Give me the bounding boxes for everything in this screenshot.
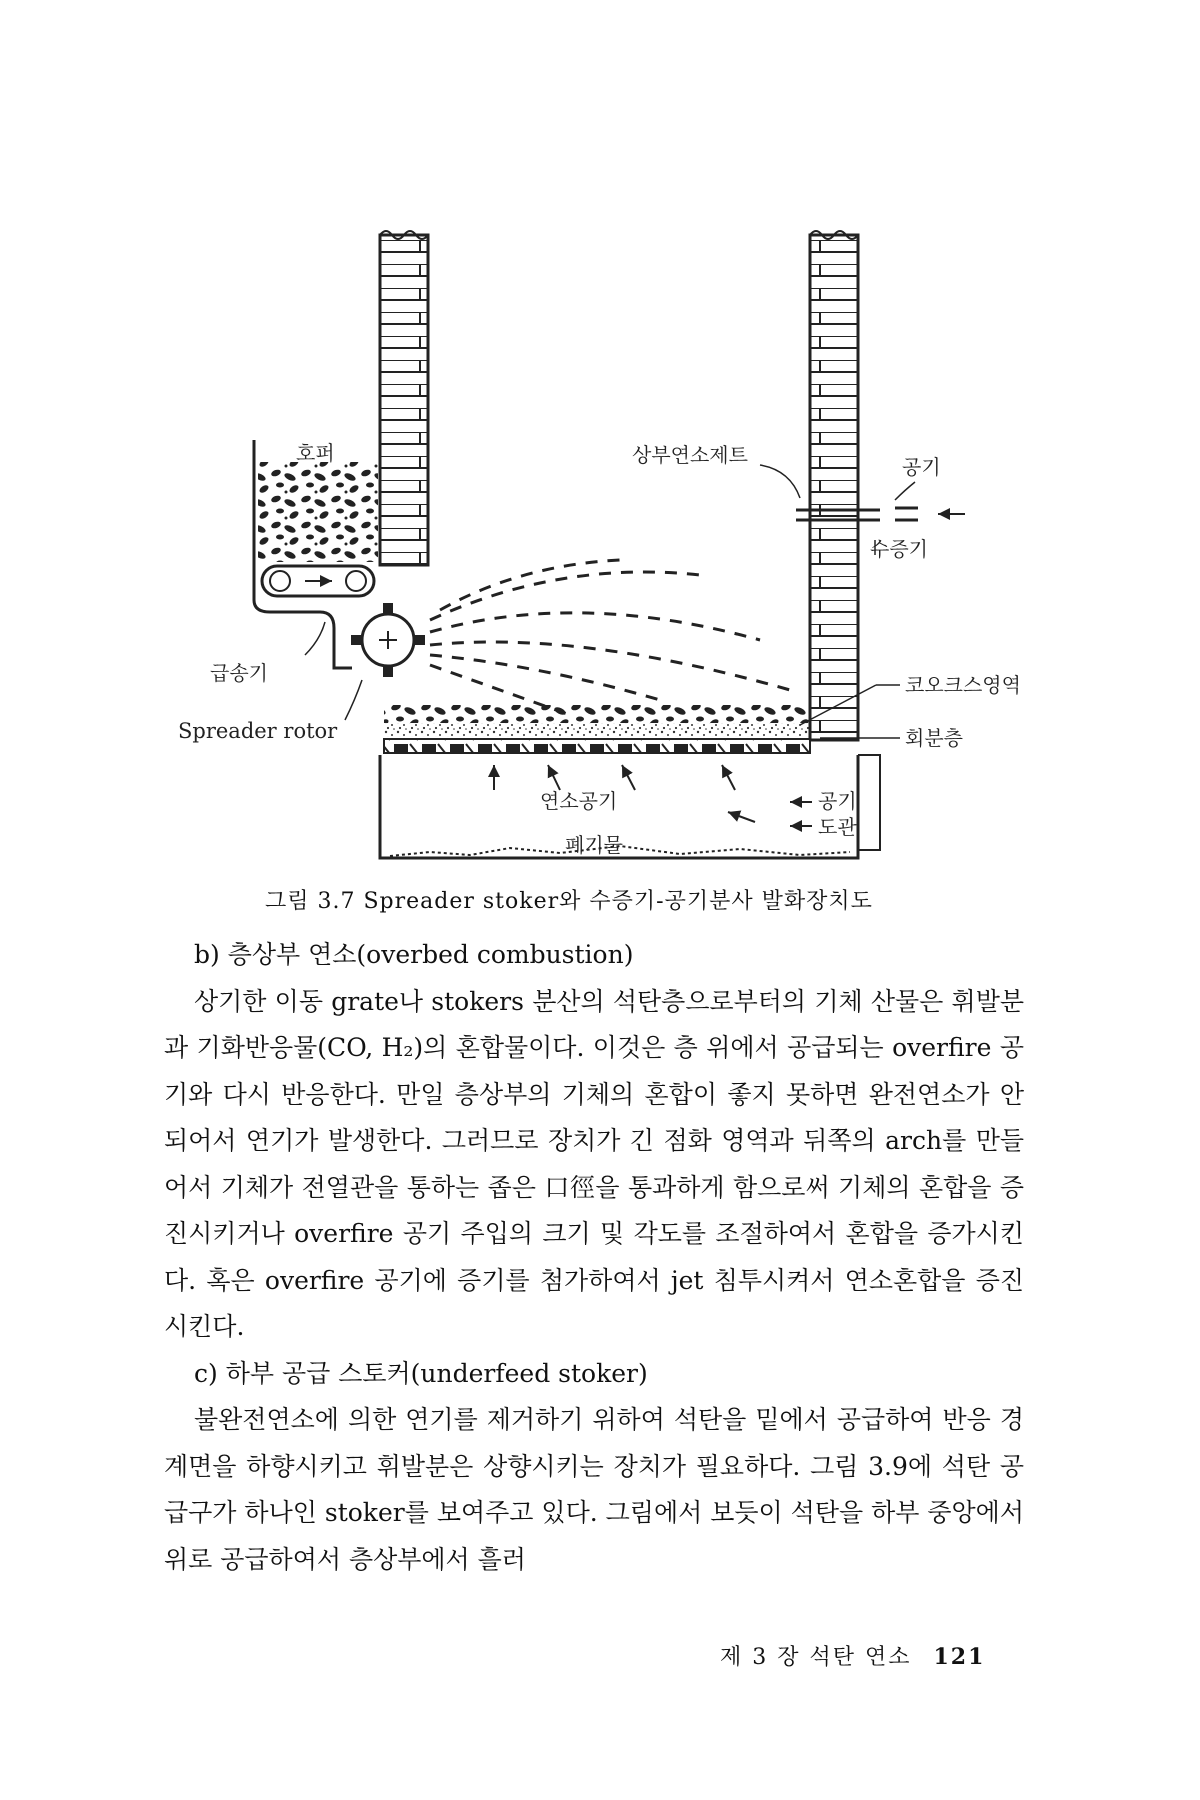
right-brick-wall [810,231,858,740]
coal-spray [430,560,790,715]
body-text [164,932,1024,1583]
left-brick-wall [380,231,428,565]
chapter-title: 제 3 장 석탄 연소 [720,1645,912,1670]
label-coke-zone: 코오크스영역 [905,673,1021,697]
section-heading-c: c) 하부 공급 스토커(underfeed stoker) [194,1358,648,1388]
label-duct: 도관 [818,815,857,839]
page-number: 121 [933,1644,986,1670]
label-overfire-jet: 상부연소제트 [632,443,748,467]
label-ash-layer: 회분층 [905,726,963,750]
label-hopper: 호퍼 [296,441,335,465]
paragraph-c: 불완전연소에 의한 연기를 제거하기 위하여 석탄을 밑에서 공급하여 반응 경계면을 하향시키고 휘발분은 상향시키는 장치가 필요하다. 그림 3.9에 석탄 공급구가 하나인 stoker를 보여주고 있다. 그림에서 보듯이 석탄을 하부 중앙에서 위로 공급하여서 층상부에서 흘러 [164,1405,1024,1574]
label-spreader-rotor: Spreader rotor [178,719,338,743]
spreader-rotor [351,603,425,677]
label-refuse: 폐기물 [565,833,623,857]
ash-pit [380,755,880,858]
conveyor-belt [262,566,374,596]
label-air-right: 공기 [818,789,857,813]
page-footer [720,1640,1020,1671]
section-heading-b: b) 층상부 연소(overbed combustion) [194,940,634,969]
figure-caption: 그림 3.7 Spreader stoker와 수증기-공기분사 발화장치도 [265,889,873,914]
fuel-bed [384,705,810,753]
label-feeder: 급송기 [210,661,268,685]
label-air-top: 공기 [902,455,941,479]
label-combustion-air: 연소공기 [540,789,618,813]
label-steam: 수증기 [870,537,928,561]
paragraph-b: 상기한 이동 grate나 stokers 분산의 석탄층으로부터의 기체 산물은 휘발분과 기화반응물(CO, H₂)의 혼합물이다. 이것은 층 위에서 공급되는 overfire 공기와 다시 반응한다. 만일 층상부의 기체의 혼합이 좋지 못하면 완전연소가 안되어서 연기가 발생한다. 그러므로 장치가 긴 점화 영역과 뒤쪽의 arch를 만들어서 기체가 전열관을 통하는 좁은 口徑을 통과하게 함으로써 기체의 혼합을 증진시키거나 overfire 공기 주입의 크기 및 각도를 조절하여서 혼합을 증가시킨다. 혹은 overfire 공기에 증기를 첨가하여서 jet 침투시켜서 연소혼합을 증진시킨다. [164,986,1024,1341]
